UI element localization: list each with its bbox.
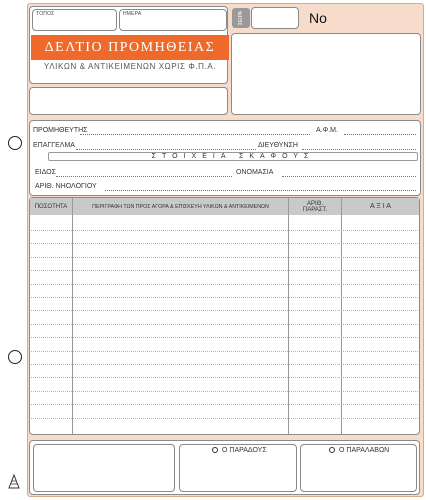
column-item-number-label: ΑΡΙΘ. ΠΑΡΑΣΤ. bbox=[302, 200, 328, 213]
table-row[interactable] bbox=[31, 391, 418, 392]
received-by-label: Ο ΠΑΡΑΛΑΒΩΝ bbox=[329, 447, 389, 454]
table-row[interactable] bbox=[31, 337, 418, 338]
vat-label: Α.Φ.Μ. bbox=[316, 127, 338, 134]
table-row[interactable] bbox=[31, 351, 418, 352]
circle-marker-icon bbox=[212, 447, 218, 453]
stamp-area[interactable] bbox=[231, 33, 421, 115]
table-row[interactable] bbox=[31, 364, 418, 365]
place-label: ΤΟΠΟΣ bbox=[36, 11, 55, 17]
profession-input[interactable] bbox=[76, 149, 256, 150]
circle-marker-icon bbox=[329, 447, 335, 453]
place-field[interactable] bbox=[32, 9, 117, 31]
issuer-info-field[interactable] bbox=[29, 87, 228, 115]
table-row[interactable] bbox=[31, 230, 418, 231]
ship-section-header: ΣΤΟΙΧΕΙΑ ΣΚΑΦΟΥΣ bbox=[48, 152, 418, 161]
punch-hole-bottom bbox=[8, 350, 22, 364]
vat-input[interactable] bbox=[344, 134, 416, 135]
ship-name-input[interactable] bbox=[282, 176, 416, 177]
date-label: ΗΜΕΡΑ bbox=[123, 11, 142, 17]
column-divider bbox=[288, 198, 289, 434]
date-field[interactable] bbox=[119, 9, 227, 31]
publisher-logo-icon bbox=[7, 472, 21, 490]
table-row[interactable] bbox=[31, 404, 418, 405]
delivered-by-label: Ο ΠΑΡΑΔΟΥΣ bbox=[212, 447, 267, 454]
supplier-input[interactable] bbox=[80, 134, 310, 135]
address-label: ΔΙΕΥΘΥΝΣΗ bbox=[258, 142, 298, 149]
table-row[interactable] bbox=[31, 310, 418, 311]
punch-hole-top bbox=[8, 136, 22, 150]
column-quantity: ΠΟΣΟΤΗΤΑ bbox=[30, 198, 72, 215]
registry-input[interactable] bbox=[105, 190, 416, 191]
supplier-label: ΠΡΟΜΗΘΕΥΤΗΣ bbox=[33, 127, 88, 134]
binding-margin bbox=[0, 0, 29, 500]
ship-name-label: ΟΝΟΜΑΣΙΑ bbox=[236, 169, 274, 176]
column-description: ΠΕΡΙΓΡΑΦΗ ΤΩΝ ΠΡΟΣ ΑΓΟΡΑ & ΕΠΙΣΚΕΥΗ ΥΛΙΚΩΝ & ΑΝΤΙΚΕΙΜΕΝΩΝ bbox=[73, 198, 288, 215]
column-item-number bbox=[289, 198, 341, 215]
notes-field[interactable] bbox=[33, 444, 175, 492]
table-row[interactable] bbox=[31, 418, 418, 419]
series-tab bbox=[232, 8, 250, 28]
table-row[interactable] bbox=[31, 243, 418, 244]
column-divider bbox=[341, 198, 342, 434]
delivered-by-field[interactable] bbox=[179, 444, 297, 492]
table-row[interactable] bbox=[31, 324, 418, 325]
document-title: ΔΕΛΤΙΟ ΠΡΟΜΗΘΕΙΑΣ bbox=[31, 35, 229, 60]
received-by-field[interactable] bbox=[300, 444, 417, 492]
column-divider bbox=[72, 198, 73, 434]
column-value: Α Ξ Ι Α bbox=[342, 198, 419, 215]
table-row[interactable] bbox=[31, 284, 418, 285]
table-row[interactable] bbox=[31, 270, 418, 271]
profession-label: ΕΠΑΓΓΕΛΜΑ bbox=[33, 142, 75, 149]
table-row[interactable] bbox=[31, 297, 418, 298]
ship-type-label: ΕΙΔΟΣ bbox=[35, 169, 56, 176]
header-title-block bbox=[29, 6, 228, 84]
document-subtitle: ΥΛΙΚΩΝ & ΑΝΤΙΚΕΙΜΕΝΩΝ ΧΩΡΙΣ Φ.Π.Α. bbox=[43, 62, 217, 71]
series-field[interactable] bbox=[251, 7, 299, 29]
table-row[interactable] bbox=[31, 257, 418, 258]
table-row[interactable] bbox=[31, 377, 418, 378]
address-input[interactable] bbox=[302, 149, 416, 150]
items-table bbox=[29, 197, 420, 435]
ship-type-input[interactable] bbox=[56, 176, 232, 177]
series-tab-text: ΣΕΙΡΑ bbox=[238, 10, 244, 26]
registry-label: ΑΡΙΘ. ΝΗΟΛΟΓΙΟΥ bbox=[35, 183, 97, 190]
number-label: Νο bbox=[309, 10, 327, 26]
